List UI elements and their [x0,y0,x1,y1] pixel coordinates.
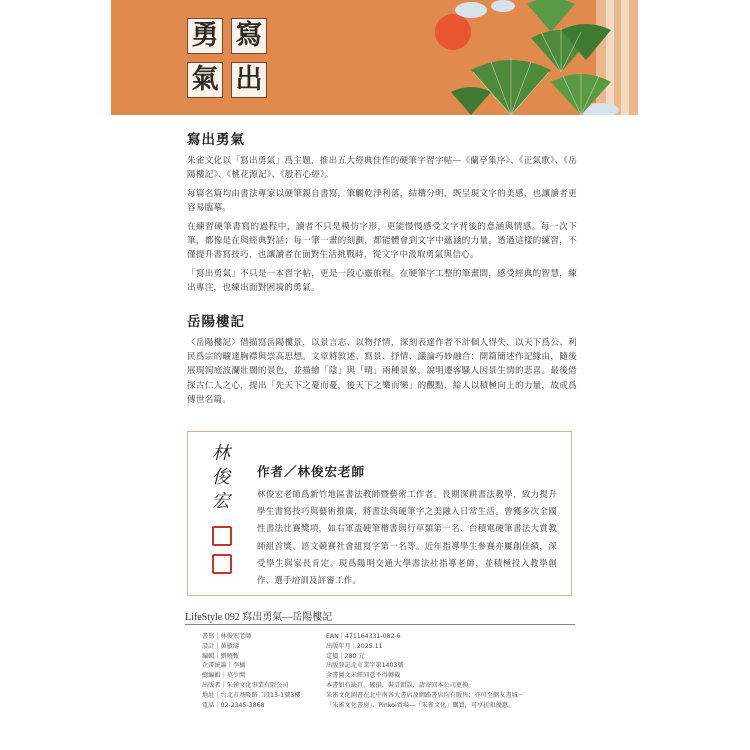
section-heading: 岳陽樓記 [187,313,245,330]
section-heading: 寫出勇氣 [187,132,245,148]
colophon-right [326,632,586,710]
divider [185,624,575,625]
red-sun [435,14,471,50]
tower-stripe [621,0,629,115]
banner-title [187,18,269,102]
colophon-row: 地址｜台北市基隆路二段13-1號3樓 [202,691,301,699]
tower-stripe [606,0,614,115]
product-page [111,0,638,750]
signature-char: 俊 [212,467,230,488]
cloud [491,0,515,12]
colophon-left [202,632,342,710]
colophon-row: 全書圖文未經同意不得轉載 [326,672,401,680]
author-title: 作者／林俊宏老師 [257,464,366,479]
colophon-row: 編輯｜劉曉甄 [202,652,240,660]
colophon-row: 企畫統籌｜李橘 [202,662,246,670]
author-signature [210,442,232,514]
paragraph: 「寫出勇氣」不只是一本習字帖，更是一段心靈旅程。在硬筆字工整的筆畫間，感受經典的智慧，練出專注，也練出面對困境的勇氣。 [187,268,577,294]
paragraph: 在練習硬筆書寫的過程中，讀者不只是模仿字形，更能慢慢感受文字背後的意涵與情感。每一次下筆，都像是在與經典對話；每一筆一畫的刻劃，都能體會到文字中蘊涵的力量。透過這樣的練習，不僅提升書寫技巧，也讓讀者在面對生活挑戰時，從文字中汲取勇氣與信心。 [187,221,577,261]
paragraph: 〈岳陽樓記〉借描寫岳陽樓景，以景言志、以物抒情，深刻表達作者不計個人得失、以天下爲公、利民爲宗的曠達胸襟與崇高思想。文章將敘述、寫景、抒情、議論巧妙融合：開篇簡述作記緣由，隨後展現洞庭波瀾壯闊的景色，並描繪「陰」與「晴」兩種景象，說明遷客騷人因景生情的悲喜。最後借探古仁人之心，提出「先天下之憂而憂，後天下之樂而樂」的觀點，給人以積極向上的力量，故成爲傳世名篇。 [187,337,577,406]
title-char: 寫 [231,18,267,54]
title-char: 出 [231,62,267,98]
cover-banner [111,0,638,115]
colophon-row: 定價｜280 元 [326,652,365,660]
seal-stamp-icon [212,554,232,574]
signature-char: 林 [212,443,230,464]
colophon-row: 出版者｜朱雀文化事業有限公司 [202,681,289,689]
author-box [187,431,572,596]
colophon-row: 書寫｜林俊宏老師 [202,633,252,640]
colophon-row: 出版年月｜2025.11 [326,642,383,650]
colophon-row: 出版登記北市業字第1403號 [326,662,404,670]
banner-illustration [411,0,638,115]
paragraph: 每篇名篇均由書法專家以硬筆親自書寫，筆觸乾淨利落，結構分明，既呈現文字的美感，也讓讀者更容易臨摹。 [187,188,577,214]
title-char: 氣 [187,62,223,98]
seal-stamp-icon [212,526,232,546]
cloud [455,2,487,18]
colophon-row: 本書如有缺頁、破損、裝訂錯誤，請寄回本公司更換。 [326,681,475,689]
series-title: LifeStyle 092 寫出勇氣—岳陽樓記 [185,612,333,623]
colophon-row: 電話｜02-2345-3868 [202,701,265,709]
colophon-row: 設計｜黃敏濤 [202,642,240,650]
description [187,128,577,412]
colophon-row: 總編輯｜莫少閒 [202,672,246,680]
paragraph: 朱雀文化以「寫出勇氣」爲主題，推出五大經典佳作的硬筆字習字帖—《蘭亭集序》、《正氣歌》、《岳陽樓記》、《桃花源記》、《般若心經》。 [187,156,577,181]
tower [596,0,638,115]
colophon-row: 朱雀文化圖書在北中南各大書店及網路書店均有販售；亦可至網友書城－ [326,691,524,699]
title-char: 勇 [187,18,223,54]
signature-char: 宏 [212,491,230,512]
colophon-row: 「朱雀文化書房」、Pinkoi賣場—「朱雀文化」購買，可享折扣優惠。 [326,701,515,709]
author-bio: 林俊宏老師爲新竹地區書法教師暨藝術工作者。長期深耕書法教學，致力提升學生書寫技巧與藝術推廣，將書法與硬筆字之美融入日常生活。曾獲多次全國性書法比賽獎項，如右軍盃硬筆楷書與行草類第一名、台積電硬筆書法大賞教師組首獎、語文競賽社會組寫字第一名等。近年指導學生參賽亦屢創佳績，深受學生與家長肯定。現爲陽明交通大學書法社指導老師，並積極投入教學創作、選手培訓及評審工作。 [257,489,557,586]
colophon-row: EAN｜471164331-082-6 [326,633,401,640]
